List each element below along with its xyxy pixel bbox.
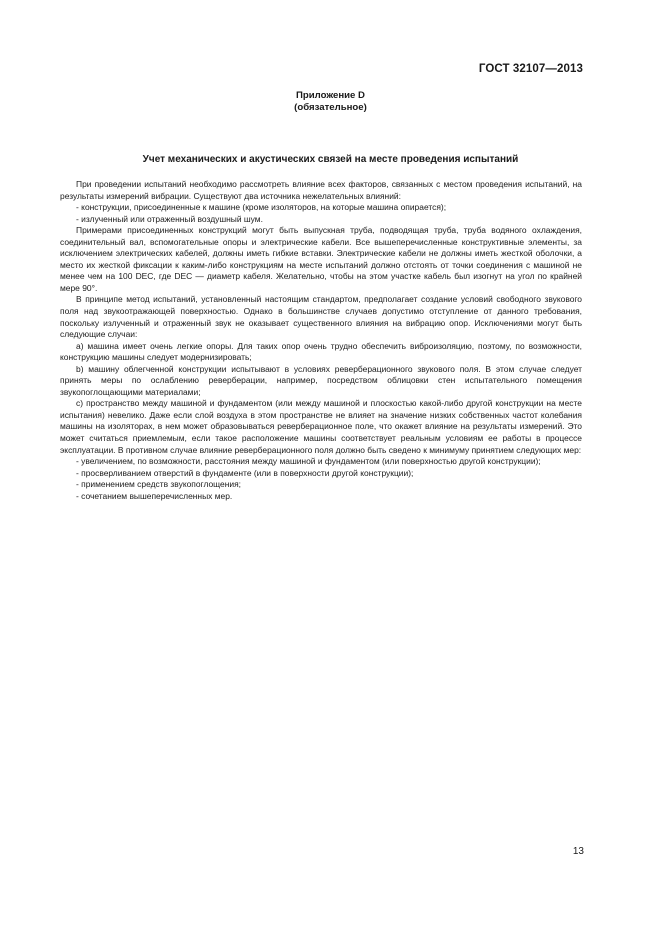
document-code: ГОСТ 32107—2013	[478, 63, 583, 75]
section-title: Учет механических и акустических связей на месте проведения испытаний	[142, 154, 519, 165]
list-item: b) машину облегченной конструкции испытывают в условиях реверберационного звукового поля. В этом случае следует принять меры по ослаблению реверберации, например, посредством облицовки стен испытательного помещения звукопоглощающими материалами;	[60, 363, 582, 397]
list-item: - излученный или отраженный воздушный шум.	[76, 213, 263, 224]
annex-status: (обязательное)	[294, 102, 367, 113]
list-item: c) пространство между машиной и фундаментом (или между машиной и плоскостью какой-либо другой конструкции на месте испытания) невелико. Даже если слой воздуха в этом пространстве не влияет на значение низких собственных частот колебания машины на изоляторах, в нем может образовываться реверберационное поле, что окажет влияние на результаты измерений. Это может считаться приемлемым, если такое расположение машины соответствует реальным условиям ее работы в процессе эксплуатации. В противном случае влияние реверберационного поля должно быть сведено к минимуму принятием следующих мер:	[60, 398, 582, 455]
list-item: - применением средств звукопоглощения;	[76, 479, 241, 490]
body-text	[60, 179, 582, 502]
paragraph: Примерами присоединенных конструкций могут быть выпускная труба, подводящая труба, труба водяного охлаждения, соединительный вал, вспомогательные опоры и электрические кабели. Все вышеперечисленные конструктивные элементы, за исключением электрических кабелей, должны иметь гибкие вставки. Электрические кабели не должны иметь жесткой оболочки, а место их жесткой фиксации к каким-либо конструкциям на месте испытаний должно отстоять от точки соединения с машиной не менее чем на 100 DEC, где DEC — диаметр кабеля. Желательно, чтобы на этом участке кабель был изогнут на угол по крайней мере 90°.	[60, 225, 582, 293]
list-item: - просверливанием отверстий в фундаменте (или в поверхности другой конструкции);	[76, 467, 414, 478]
list-item: - конструкции, присоединенные к машине (кроме изоляторов, на которые машина опирается);	[76, 202, 447, 213]
list-item: - увеличением, по возможности, расстояния между машиной и фундаментом (или поверхностью другой конструкции);	[76, 456, 541, 467]
list-item: a) машина имеет очень легкие опоры. Для таких опор очень трудно обеспечить виброизоляцию, поэтому, по возможности, конструкцию машины следует модернизировать;	[60, 340, 582, 363]
paragraph: При проведении испытаний необходимо рассмотреть влияние всех факторов, связанных с местом проведения испытаний, на результаты измерений вибрации. Существуют два источника нежелательных влияний:	[60, 179, 582, 201]
page-number: 13	[572, 846, 584, 857]
annex-heading	[0, 90, 661, 114]
list-item: - сочетанием вышеперечисленных мер.	[76, 490, 233, 501]
paragraph: В принципе метод испытаний, установленный настоящим стандартом, предполагает создание условий свободного звукового поля над звукоотражающей поверхностью. Однако в большинстве случаев допустимо отступление от данного требования, поскольку излученный и отраженный звук не оказывает существенного влияния на вибрацию опор. Исключениями могут быть следующие случаи:	[60, 294, 582, 340]
annex-title: Приложение D	[296, 90, 365, 101]
